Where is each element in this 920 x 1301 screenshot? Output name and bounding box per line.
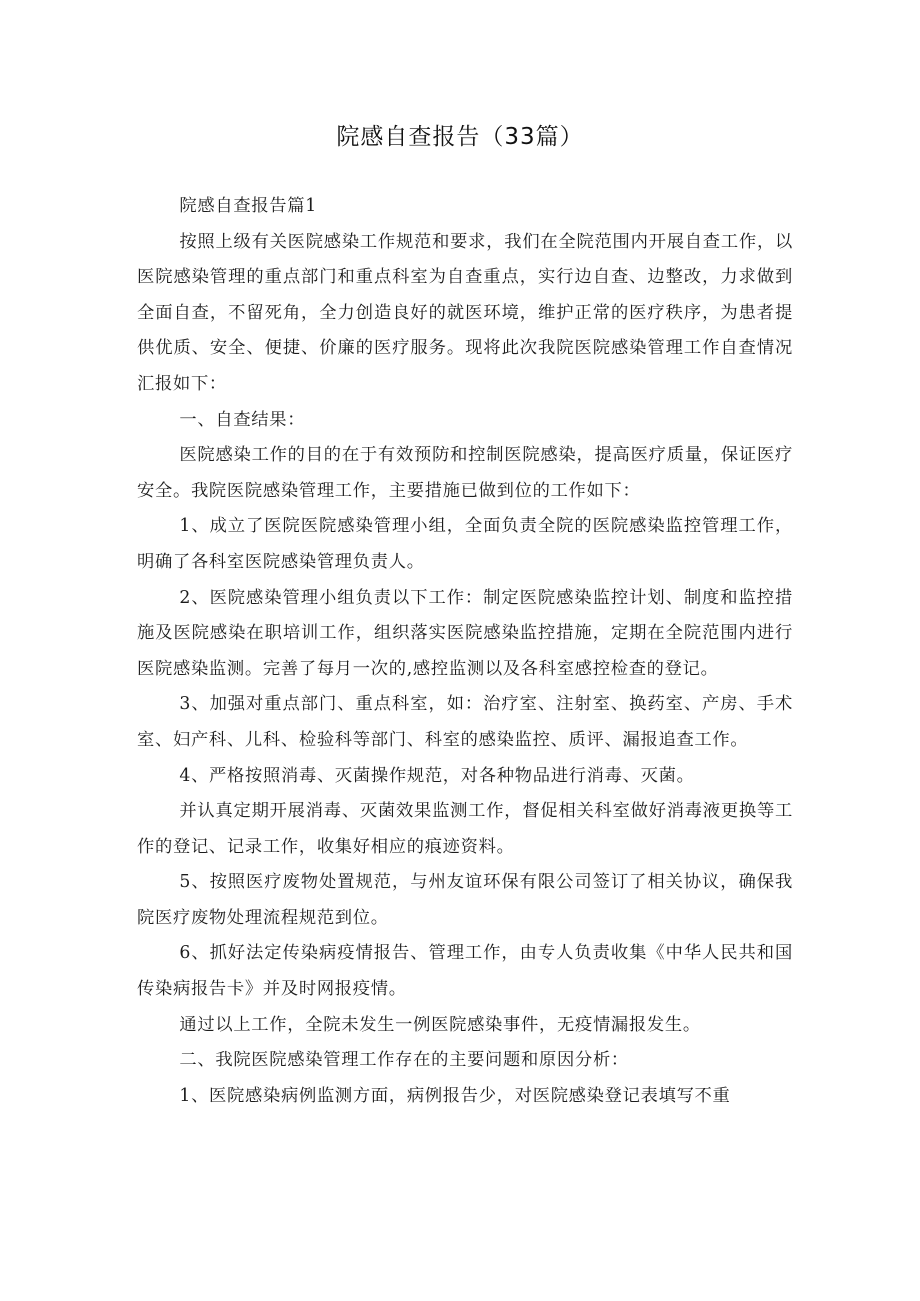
document-body [137, 189, 793, 1114]
list-item: 3、加强对重点部门、重点科室，如：治疗室、注射室、换药室、产房、手术室、妇产科、儿科、检验科等部门、科室的感染监控、质评、漏报追查工作。 [137, 694, 793, 750]
list-item: 1、成立了医院医院感染管理小组，全面负责全院的医院感染监控管理工作，明确了各科室医院感染管理负责人。 [137, 516, 793, 572]
list-item: 4、严格按照消毒、灭菌操作规范，对各种物品进行消毒、灭菌。 [179, 765, 695, 786]
paragraph: 医院感染工作的目的在于有效预防和控制医院感染，提高医疗质量，保证医疗安全。我院医院感染管理工作，主要措施已做到位的工作如下： [137, 445, 793, 501]
paragraph: 并认真定期开展消毒、灭菌效果监测工作，督促相关科室做好消毒液更换等工作的登记、记录工作，收集好相应的痕迹资料。 [137, 801, 793, 857]
section-heading: 一、自查结果： [179, 409, 306, 430]
list-item: 2、医院感染管理小组负责以下工作：制定医院感染监控计划、制度和监控措施及医院感染在职培训工作，组织落实医院感染监控措施，定期在全院范围内进行医院感染监测。完善了每月一次的,感控监测以及各科室感控检查的登记。 [137, 587, 793, 679]
document-title: 院感自查报告（33篇） [336, 124, 584, 150]
paragraph: 通过以上工作，全院未发生一例医院感染事件，无疫情漏报发生。 [179, 1014, 701, 1035]
list-item: 5、按照医疗废物处置规范，与州友谊环保有限公司签订了相关协议，确保我院医疗废物处理流程规范到位。 [137, 872, 793, 928]
section-heading: 二、我院医院感染管理工作存在的主要问题和原因分析： [179, 1050, 629, 1071]
section-heading: 院感自查报告篇1 [179, 196, 317, 216]
list-item: 6、抓好法定传染病疫情报告、管理工作，由专人负责收集《中华人民共和国传染病报告卡》并及时网报疫情。 [137, 943, 793, 1000]
list-item: 1、医院感染病例监测方面，病例报告少，对医院感染登记表填写不重 [179, 1085, 731, 1106]
paragraph: 按照上级有关医院感染工作规范和要求，我们在全院范围内开展自查工作，以医院感染管理的重点部门和重点科室为自查重点，实行边自查、边整改，力求做到全面自查，不留死角，全力创造良好的就医环境，维护正常的医疗秩序，为患者提供优质、安全、便捷、价廉的医疗服务。现将此次我院医院感染管理工作自查情况汇报如下： [137, 231, 793, 394]
